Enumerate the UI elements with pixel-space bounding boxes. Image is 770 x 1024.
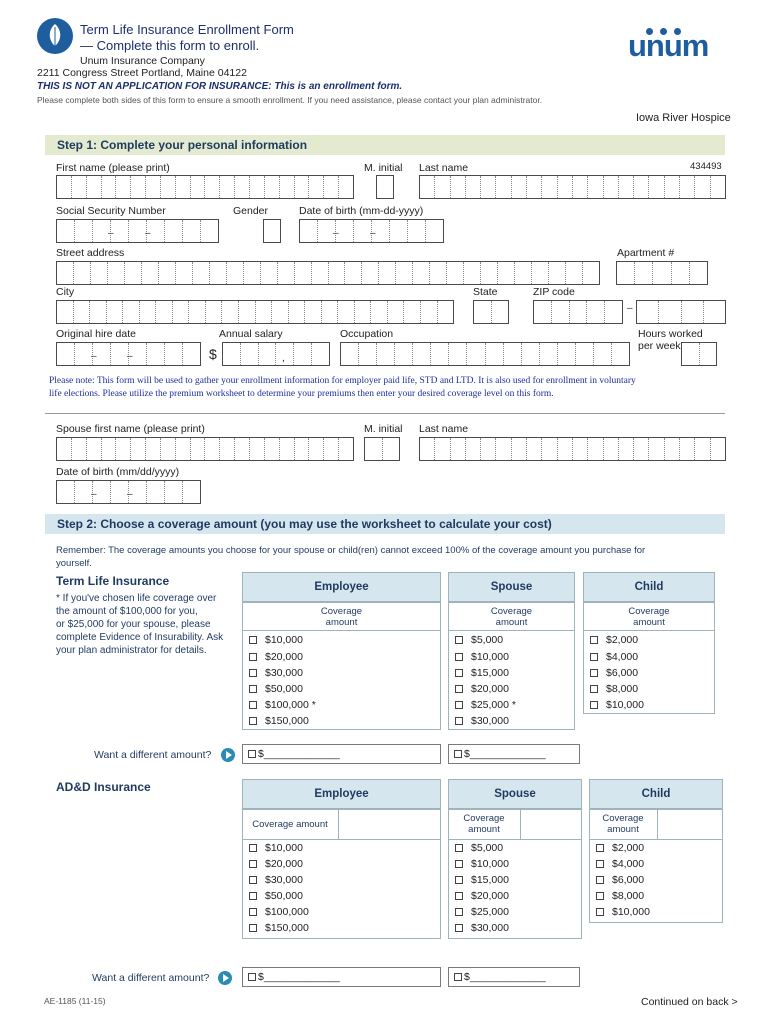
checkbox[interactable] (249, 717, 257, 725)
add-different-amount-label: Want a different amount? (92, 972, 210, 984)
add-employee-option[interactable]: $10,000 (249, 842, 303, 854)
tl-employee-option[interactable]: $100,000 * (249, 699, 316, 711)
add-arrow-icon (218, 971, 232, 985)
hire-date-label: Original hire date (56, 328, 136, 340)
add-child-coverage-2: amount (607, 824, 639, 835)
checkbox[interactable] (249, 636, 257, 644)
spouse-last-field[interactable] (419, 437, 726, 461)
spouse-first-field[interactable] (56, 437, 354, 461)
checkbox[interactable] (249, 924, 257, 932)
add-child-option[interactable]: $6,000 (596, 874, 644, 886)
city-field[interactable] (56, 300, 454, 324)
add-spouse-coverage-1: Coverage (463, 813, 505, 824)
checkbox[interactable] (590, 669, 598, 677)
zip-label: ZIP code (533, 286, 575, 298)
dob-dash-2: – (370, 228, 376, 239)
spouse-mi-field[interactable] (364, 437, 400, 461)
add-child-sub-divider (657, 809, 658, 839)
ssn-field[interactable] (56, 219, 219, 243)
tl-child-option[interactable]: $8,000 (590, 683, 638, 695)
add-employee-option[interactable]: $50,000 (249, 890, 303, 902)
last-name-field[interactable] (419, 175, 726, 199)
checkbox[interactable] (455, 876, 463, 884)
checkbox[interactable] (249, 701, 257, 709)
checkbox[interactable] (249, 653, 257, 661)
add-employee-option[interactable]: $30,000 (249, 874, 303, 886)
checkbox[interactable] (249, 669, 257, 677)
tl-child-coverage-2: amount (633, 617, 665, 628)
form-code: AE-1185 (11-15) (44, 996, 106, 1006)
tl-child-option[interactable]: $4,000 (590, 651, 638, 663)
dob-dash-1: – (333, 228, 339, 239)
checkbox[interactable] (249, 908, 257, 916)
checkbox[interactable] (596, 876, 604, 884)
tl-spouse-sub-line (448, 630, 575, 631)
checkbox[interactable] (596, 892, 604, 900)
checkbox[interactable] (249, 844, 257, 852)
tl-employee-different-amount[interactable]: $_____________ (242, 744, 441, 764)
step2-header: Step 2: Choose a coverage amount (you may use the worksheet to calculate your cost) (45, 514, 725, 534)
form-title: Term Life Insurance Enrollment Form (80, 22, 294, 37)
checkbox[interactable] (249, 685, 257, 693)
last-name-label: Last name (419, 162, 469, 174)
spouse-dob-dash-2: – (127, 489, 133, 500)
spouse-mi-label: M. initial (364, 423, 403, 435)
add-child-option[interactable]: $10,000 (596, 906, 650, 918)
add-spouse-coverage-2: amount (468, 824, 500, 835)
tl-spouse-coverage-1: Coverage (490, 606, 533, 617)
unum-logo (628, 22, 728, 62)
tl-spouse-different-amount[interactable]: $_____________ (448, 744, 580, 764)
tl-child-option[interactable]: $6,000 (590, 667, 638, 679)
city-label: City (56, 286, 75, 298)
note-line-1: Please note: This form will be used to gather your enrollment information for employer paid life, STD and LTD. It is also used for enrollment in voluntary (49, 376, 636, 386)
add-spouse-option[interactable]: $30,000 (455, 922, 509, 934)
checkbox[interactable] (455, 908, 463, 916)
tl-employee-option[interactable]: $10,000 (249, 634, 303, 646)
checkbox[interactable] (248, 750, 256, 758)
checkbox[interactable] (455, 669, 463, 677)
divider (45, 413, 725, 414)
salary-field[interactable] (222, 342, 330, 366)
ssn-dash-2: – (145, 228, 151, 239)
add-employee-option[interactable]: $20,000 (249, 858, 303, 870)
street-label: Street address (56, 247, 125, 259)
checkbox[interactable] (455, 892, 463, 900)
add-spouse-option[interactable]: $5,000 (455, 842, 503, 854)
add-child-option[interactable]: $2,000 (596, 842, 644, 854)
add-spouse-sub-divider (520, 809, 521, 839)
gender-field[interactable] (263, 219, 281, 243)
checkbox[interactable] (249, 876, 257, 884)
eoi-note-4: complete Evidence of Insurability. Ask (56, 632, 224, 643)
checkbox[interactable] (590, 701, 598, 709)
add-spouse-option[interactable]: $25,000 (455, 906, 509, 918)
checkbox[interactable] (596, 844, 604, 852)
tl-child-sub-line (583, 630, 715, 631)
hours-label-2: per week (638, 340, 681, 352)
dob-label: Date of birth (mm-dd-yyyy) (299, 205, 424, 217)
tl-spouse-option[interactable]: $15,000 (455, 667, 509, 679)
logo-text: unum (628, 28, 709, 63)
state-label: State (473, 286, 498, 298)
eoi-note-1: * If you've chosen life coverage over (56, 593, 217, 604)
checkbox[interactable] (455, 653, 463, 661)
dollar-sign: $ (209, 346, 217, 362)
company-address: 2211 Congress Street Portland, Maine 04122 (37, 67, 247, 79)
tl-employee-coverage-1: Coverage (320, 606, 363, 617)
add-employee-coverage: Coverage amount (252, 819, 328, 830)
add-employee-sub-divider (338, 809, 339, 839)
gender-label: Gender (233, 205, 269, 217)
salary-label: Annual salary (219, 328, 283, 340)
instructions: Please complete both sides of this form to ensure a smooth enrollment. If you need assistance, please contact your plan administrator. (37, 95, 543, 105)
spouse-dob-dash-1: – (91, 489, 97, 500)
checkbox[interactable] (455, 860, 463, 868)
spouse-first-label: Spouse first name (please print) (56, 423, 205, 435)
tl-spouse-option[interactable]: $5,000 (455, 634, 503, 646)
add-child-option[interactable]: $8,000 (596, 890, 644, 902)
leaf-logo-icon (37, 18, 73, 54)
m-initial-label: M. initial (364, 162, 403, 174)
continued-on-back: Continued on back > (641, 996, 738, 1008)
spouse-dob-label: Date of birth (mm/dd/yyyy) (56, 466, 180, 478)
tl-spouse-option[interactable]: $30,000 (455, 715, 509, 727)
checkbox[interactable] (454, 973, 462, 981)
checkbox[interactable] (596, 860, 604, 868)
checkbox[interactable] (455, 685, 463, 693)
eoi-note-2: the amount of $100,000 for you, (56, 606, 198, 617)
add-spouse-option[interactable]: $20,000 (455, 890, 509, 902)
checkbox[interactable] (454, 750, 462, 758)
checkbox[interactable] (590, 636, 598, 644)
checkbox[interactable] (455, 717, 463, 725)
hire-dash-2: – (127, 351, 133, 362)
tl-spouse-header: Spouse (448, 572, 575, 602)
reminder-line-1: Remember: The coverage amounts you choose for your spouse or child(ren) cannot exceed 100% of the coverage amount you purchase for (56, 545, 646, 556)
tl-employee-header: Employee (242, 572, 441, 602)
checkbox[interactable] (590, 653, 598, 661)
tl-employee-option[interactable]: $50,000 (249, 683, 303, 695)
hours-label-1: Hours worked (638, 328, 703, 340)
occupation-field[interactable] (340, 342, 630, 366)
checkbox[interactable] (455, 701, 463, 709)
step1-header: Step 1: Complete your personal information (45, 135, 725, 155)
add-child-coverage-1: Coverage (602, 813, 644, 824)
tl-different-amount-label: Want a different amount? (94, 749, 212, 761)
checkbox[interactable] (455, 844, 463, 852)
add-spouse-different-amount[interactable]: $_____________ (448, 967, 580, 987)
hours-field[interactable] (681, 342, 717, 366)
checkbox[interactable] (590, 685, 598, 693)
tl-spouse-coverage-2: amount (495, 617, 528, 628)
add-spouse-sub-line (448, 839, 582, 840)
zip-field[interactable] (533, 300, 623, 324)
tl-employee-sub-line (242, 630, 441, 631)
checkbox[interactable] (596, 908, 604, 916)
tl-child-option[interactable]: $2,000 (590, 634, 638, 646)
checkbox[interactable] (455, 636, 463, 644)
tl-child-coverage-1: Coverage (628, 606, 670, 617)
state-field[interactable] (473, 300, 509, 324)
add-spouse-option[interactable]: $10,000 (455, 858, 509, 870)
eoi-note-5: your plan administrator for details. (56, 645, 207, 656)
not-application-notice: THIS IS NOT AN APPLICATION FOR INSURANCE: This is an enrollment form. (37, 81, 403, 92)
add-child-option[interactable]: $4,000 (596, 858, 644, 870)
add-spouse-header: Spouse (448, 779, 582, 809)
street-field[interactable] (56, 261, 600, 285)
tl-employee-option[interactable]: $20,000 (249, 651, 303, 663)
checkbox[interactable] (249, 860, 257, 868)
apartment-label: Apartment # (617, 247, 675, 259)
add-child-sub-line (589, 839, 723, 840)
apartment-field[interactable] (616, 261, 708, 285)
m-initial-field[interactable] (376, 175, 394, 199)
ssn-dash-1: – (108, 228, 114, 239)
checkbox[interactable] (249, 892, 257, 900)
add-title: AD&D Insurance (56, 780, 151, 794)
tl-child-option[interactable]: $10,000 (590, 699, 644, 711)
add-employee-option[interactable]: $100,000 (249, 906, 309, 918)
reminder-line-2: yourself. (56, 558, 92, 569)
ssn-label: Social Security Number (56, 205, 166, 217)
eoi-note-3: or $25,000 for your spouse, please (56, 619, 211, 630)
first-name-label: First name (please print) (56, 162, 170, 174)
add-employee-option[interactable]: $150,000 (249, 922, 309, 934)
form-subtitle: — Complete this form to enroll. (80, 38, 260, 53)
first-name-field[interactable] (56, 175, 354, 199)
tl-employee-coverage-2: amount (325, 617, 358, 628)
add-employee-sub-line (242, 839, 441, 840)
tl-spouse-option[interactable]: $25,000 * (455, 699, 516, 711)
spouse-last-label: Last name (419, 423, 469, 435)
form-number: 434493 (690, 161, 722, 172)
note-line-2: life elections. Please utilize the premium worksheet to determine your premiums then enter your desired coverage level on this form. (49, 389, 554, 399)
checkbox[interactable] (455, 924, 463, 932)
tl-employee-option[interactable]: $150,000 (249, 715, 309, 727)
zip-dash: – (627, 303, 633, 314)
tl-spouse-option[interactable]: $10,000 (455, 651, 509, 663)
term-life-title: Term Life Insurance (56, 574, 170, 588)
add-employee-different-amount[interactable]: $_____________ (242, 967, 441, 987)
add-spouse-option[interactable]: $15,000 (455, 874, 509, 886)
tl-employee-option[interactable]: $30,000 (249, 667, 303, 679)
employer-name: Iowa River Hospice (636, 112, 731, 124)
tl-spouse-option[interactable]: $20,000 (455, 683, 509, 695)
tl-child-header: Child (583, 572, 715, 602)
add-child-header: Child (589, 779, 723, 809)
occupation-label: Occupation (340, 328, 394, 340)
zip-ext-field[interactable] (636, 300, 726, 324)
salary-comma: , (282, 352, 285, 364)
hire-dash-1: – (91, 351, 97, 362)
tl-arrow-icon (221, 748, 235, 762)
add-employee-header: Employee (242, 779, 441, 809)
checkbox[interactable] (248, 973, 256, 981)
company-name: Unum Insurance Company (80, 55, 205, 67)
